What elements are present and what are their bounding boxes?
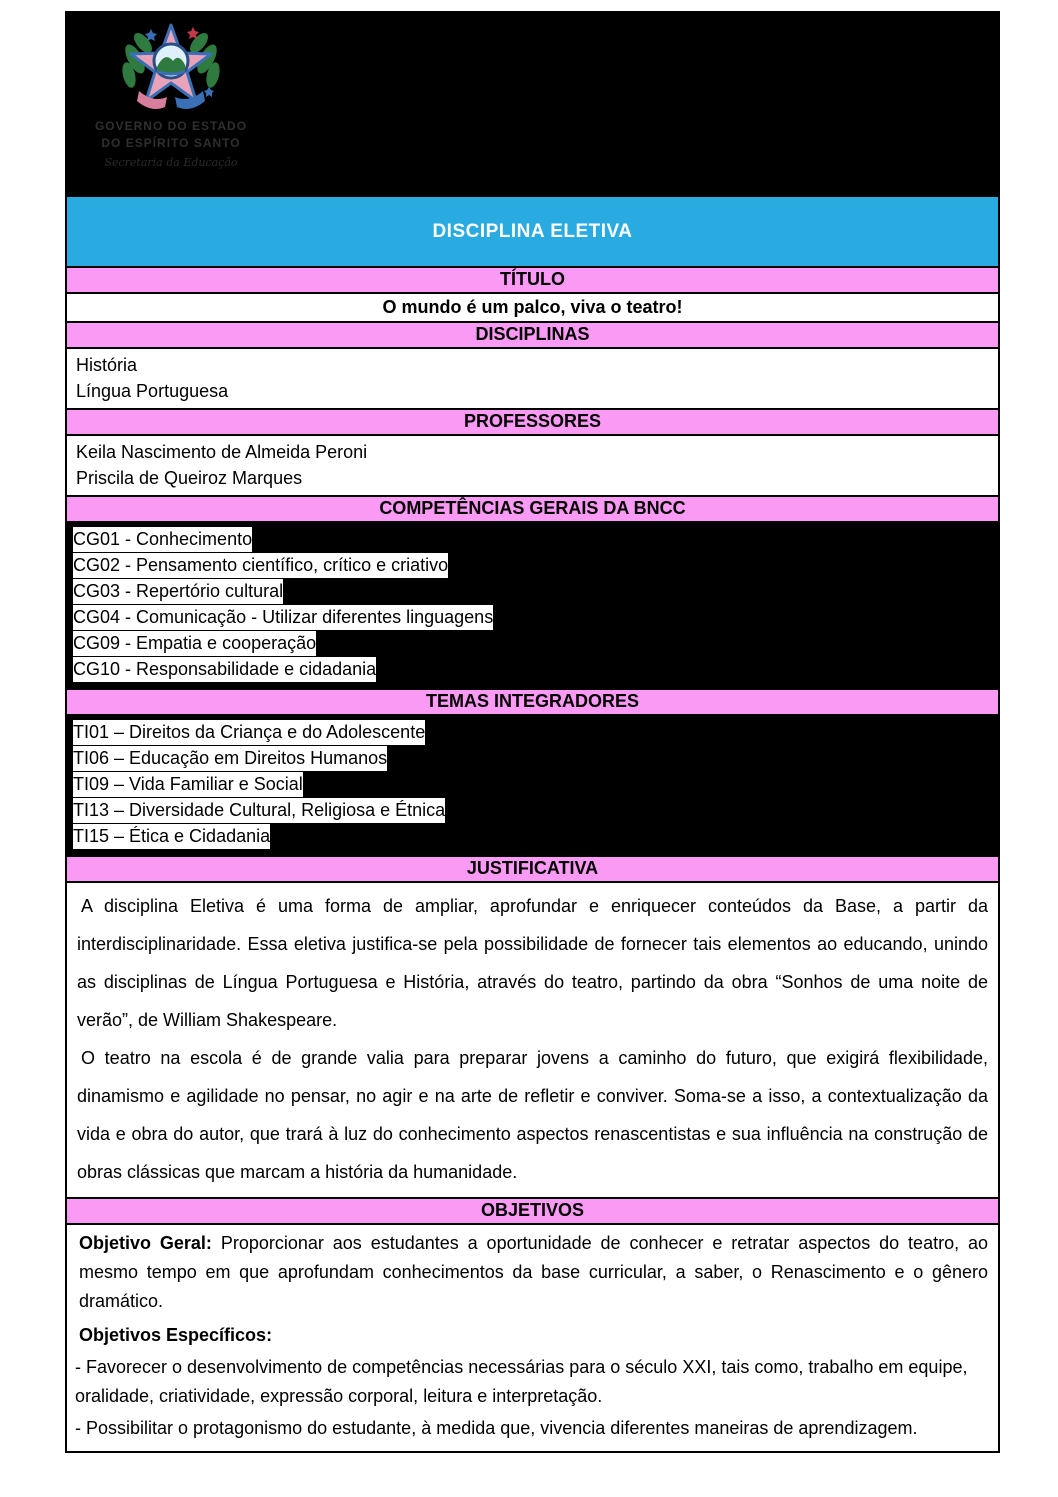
disciplina-item: Língua Portuguesa (76, 381, 229, 401)
competencias-cell (65, 523, 1000, 690)
competencia-item: CG09 - Empatia e cooperação (73, 631, 316, 656)
objetivo-especifico-item: - Favorecer o desenvolvimento de competências necessárias para o século XXI, tais como, trabalho em equipe, oralidade, criatividade, expressão corporal, leitura e interpretação. (75, 1357, 968, 1406)
tema-item: TI13 – Diversidade Cultural, Religiosa e Étnica (73, 798, 445, 823)
justificativa-paragraph: A disciplina Eletiva é uma forma de ampliar, aprofundar e enriquecer conteúdos da Base, a partir da interdisciplinaridade. Essa eletiva justifica-se pela possibilidade de fornecer tais elementos ao educando, unindo as disciplinas de Língua Portuguesa e História, através do teatro, partindo da obra “Sonhos de uma noite de verão”, de William Shakespeare. (77, 896, 988, 1030)
titulo-value: O mundo é um palco, viva o teatro! (65, 294, 1000, 323)
document-content (65, 11, 1000, 1453)
section-header-competencias: COMPETÊNCIAS GERAIS DA BNCC (65, 497, 1000, 523)
section-header-temas: TEMAS INTEGRADORES (65, 690, 1000, 716)
justificativa-cell (65, 883, 1000, 1199)
objetivo-geral (75, 1229, 988, 1316)
competencia-item: CG01 - Conhecimento (73, 527, 252, 552)
professores-cell (65, 436, 1000, 497)
state-logo (91, 21, 251, 169)
section-header-justificativa: JUSTIFICATIVA (65, 857, 1000, 883)
logo-secretariat-line: Secretaria da Educação (104, 156, 238, 169)
section-header-professores: PROFESSORES (65, 410, 1000, 436)
tema-item: TI06 – Educação em Direitos Humanos (73, 746, 387, 771)
objetivos-cell (65, 1225, 1000, 1453)
objetivo-especifico-item: - Possibilitar o protagonismo do estudante, à medida que, vivencia diferentes maneiras de aprendizagem. (75, 1418, 918, 1438)
section-header-objetivos: OBJETIVOS (65, 1199, 1000, 1225)
competencia-item: CG04 - Comunicação - Utilizar diferentes linguagens (73, 605, 493, 630)
banner-disciplina-eletiva (65, 195, 1000, 268)
competencia-item: CG02 - Pensamento científico, crítico e criativo (73, 553, 448, 578)
objetivo-geral-text: Proporcionar aos estudantes a oportunidade de conhecer e retratar aspectos do teatro, ao mesmo tempo em que aprofundam conhecimentos da base curricular, a saber, o Renascimento e o gênero dramático. (79, 1233, 988, 1311)
disciplinas-cell (65, 349, 1000, 410)
coat-of-arms-icon (105, 21, 237, 117)
tema-item: TI09 – Vida Familiar e Social (73, 772, 303, 797)
professor-item: Priscila de Queiroz Marques (76, 468, 303, 488)
justificativa-paragraph: O teatro na escola é de grande valia para preparar jovens a caminho do futuro, que exigirá flexibilidade, dinamismo e agilidade no pensar, no agir e na arte de refletir e conviver. Soma-se a isso, a contextualização da vida e obra do autor, que trará à luz do conhecimento aspectos renascentistas e sua influência na construção de obras clássicas que marcam a história da humanidade. (77, 1048, 988, 1182)
eletiva-form-table (65, 195, 1000, 1453)
section-header-disciplinas: DISCIPLINAS (65, 323, 1000, 349)
professor-item: Keila Nascimento de Almeida Peroni (76, 442, 368, 462)
competencia-item: CG03 - Repertório cultural (73, 579, 283, 604)
section-header-titulo: TÍTULO (65, 268, 1000, 294)
government-header (65, 11, 1000, 195)
objetivo-geral-label: Objetivo Geral: (79, 1233, 212, 1253)
temas-cell (65, 716, 1000, 857)
competencia-item: CG10 - Responsabilidade e cidadania (73, 657, 376, 682)
tema-item: TI15 – Ética e Cidadania (73, 824, 270, 849)
objetivos-especificos-label: Objetivos Específicos: (79, 1325, 273, 1345)
banner-title: DISCIPLINA ELETIVA (432, 220, 633, 242)
logo-org-line1: GOVERNO DO ESTADO (94, 119, 248, 133)
disciplina-item: História (76, 355, 138, 375)
tema-item: TI01 – Direitos da Criança e do Adolescente (73, 720, 425, 745)
logo-org-line2: DO ESPÍRITO SANTO (101, 136, 241, 150)
